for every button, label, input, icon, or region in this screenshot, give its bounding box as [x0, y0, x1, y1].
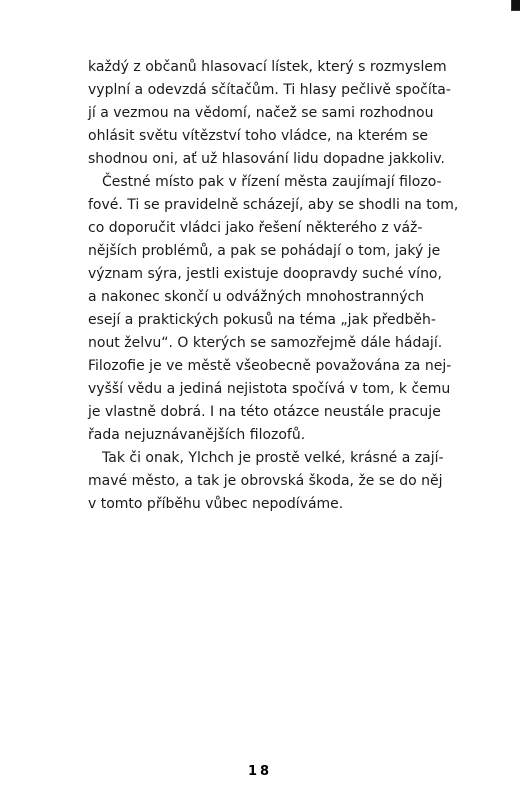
- text-line: a nakonec skončí u odvážných mnohostranných: [88, 289, 425, 305]
- text-line: co doporučit vládci jako řešení některého z váž-: [88, 220, 423, 236]
- text-line: každý z občanů hlasovací lístek, který s rozmyslem: [88, 59, 447, 75]
- text-line: význam sýra, jestli existuje doopravdy suché víno,: [88, 266, 442, 282]
- text-line: mavé město, a tak je obrovská škoda, že se do něj: [88, 473, 443, 489]
- text-line: v tomto příběhu vůbec nepodíváme.: [88, 496, 344, 512]
- page-corner-mark: [511, 0, 520, 11]
- text-line: jí a vezmou na vědomí, načež se sami rozhodnou: [88, 105, 434, 121]
- text-line: fové. Ti se pravidelně scházejí, aby se shodli na tom,: [88, 197, 459, 213]
- body-text: [88, 56, 459, 516]
- text-line: ohlásit světu vítězství toho vládce, na kterém se: [88, 128, 429, 144]
- text-line: nějších problémů, a pak se pohádají o tom, jaký je: [88, 243, 441, 259]
- text-line: nout želvu“. O kterých se samozřejmě dále hádají.: [88, 335, 443, 351]
- text-line: Filozofie je ve městě všeobecně považována za nej-: [88, 358, 452, 374]
- text-line: vyplní a odevzdá sčítačům. Ti hlasy pečlivě spočíta-: [88, 82, 451, 98]
- text-line: řada nejuznávanějších filozofů.: [88, 427, 306, 443]
- text-line: Tak či onak, Ylchch je prostě velké, krásné a zají-: [102, 450, 444, 466]
- text-line: esejí a praktických pokusů na téma „jak předběh-: [88, 312, 436, 328]
- text-line: vyšší vědu a jediná nejistota spočívá v tom, k čemu: [88, 381, 451, 397]
- text-line: Čestné místo pak v řízení města zaujímají filozo-: [102, 174, 442, 190]
- text-line: je vlastně dobrá. I na této otázce neustále pracuje: [88, 404, 441, 420]
- text-line: shodnou oni, ať už hlasování lidu dopadne jakkoliv.: [88, 151, 445, 167]
- page-number: 18: [247, 764, 273, 779]
